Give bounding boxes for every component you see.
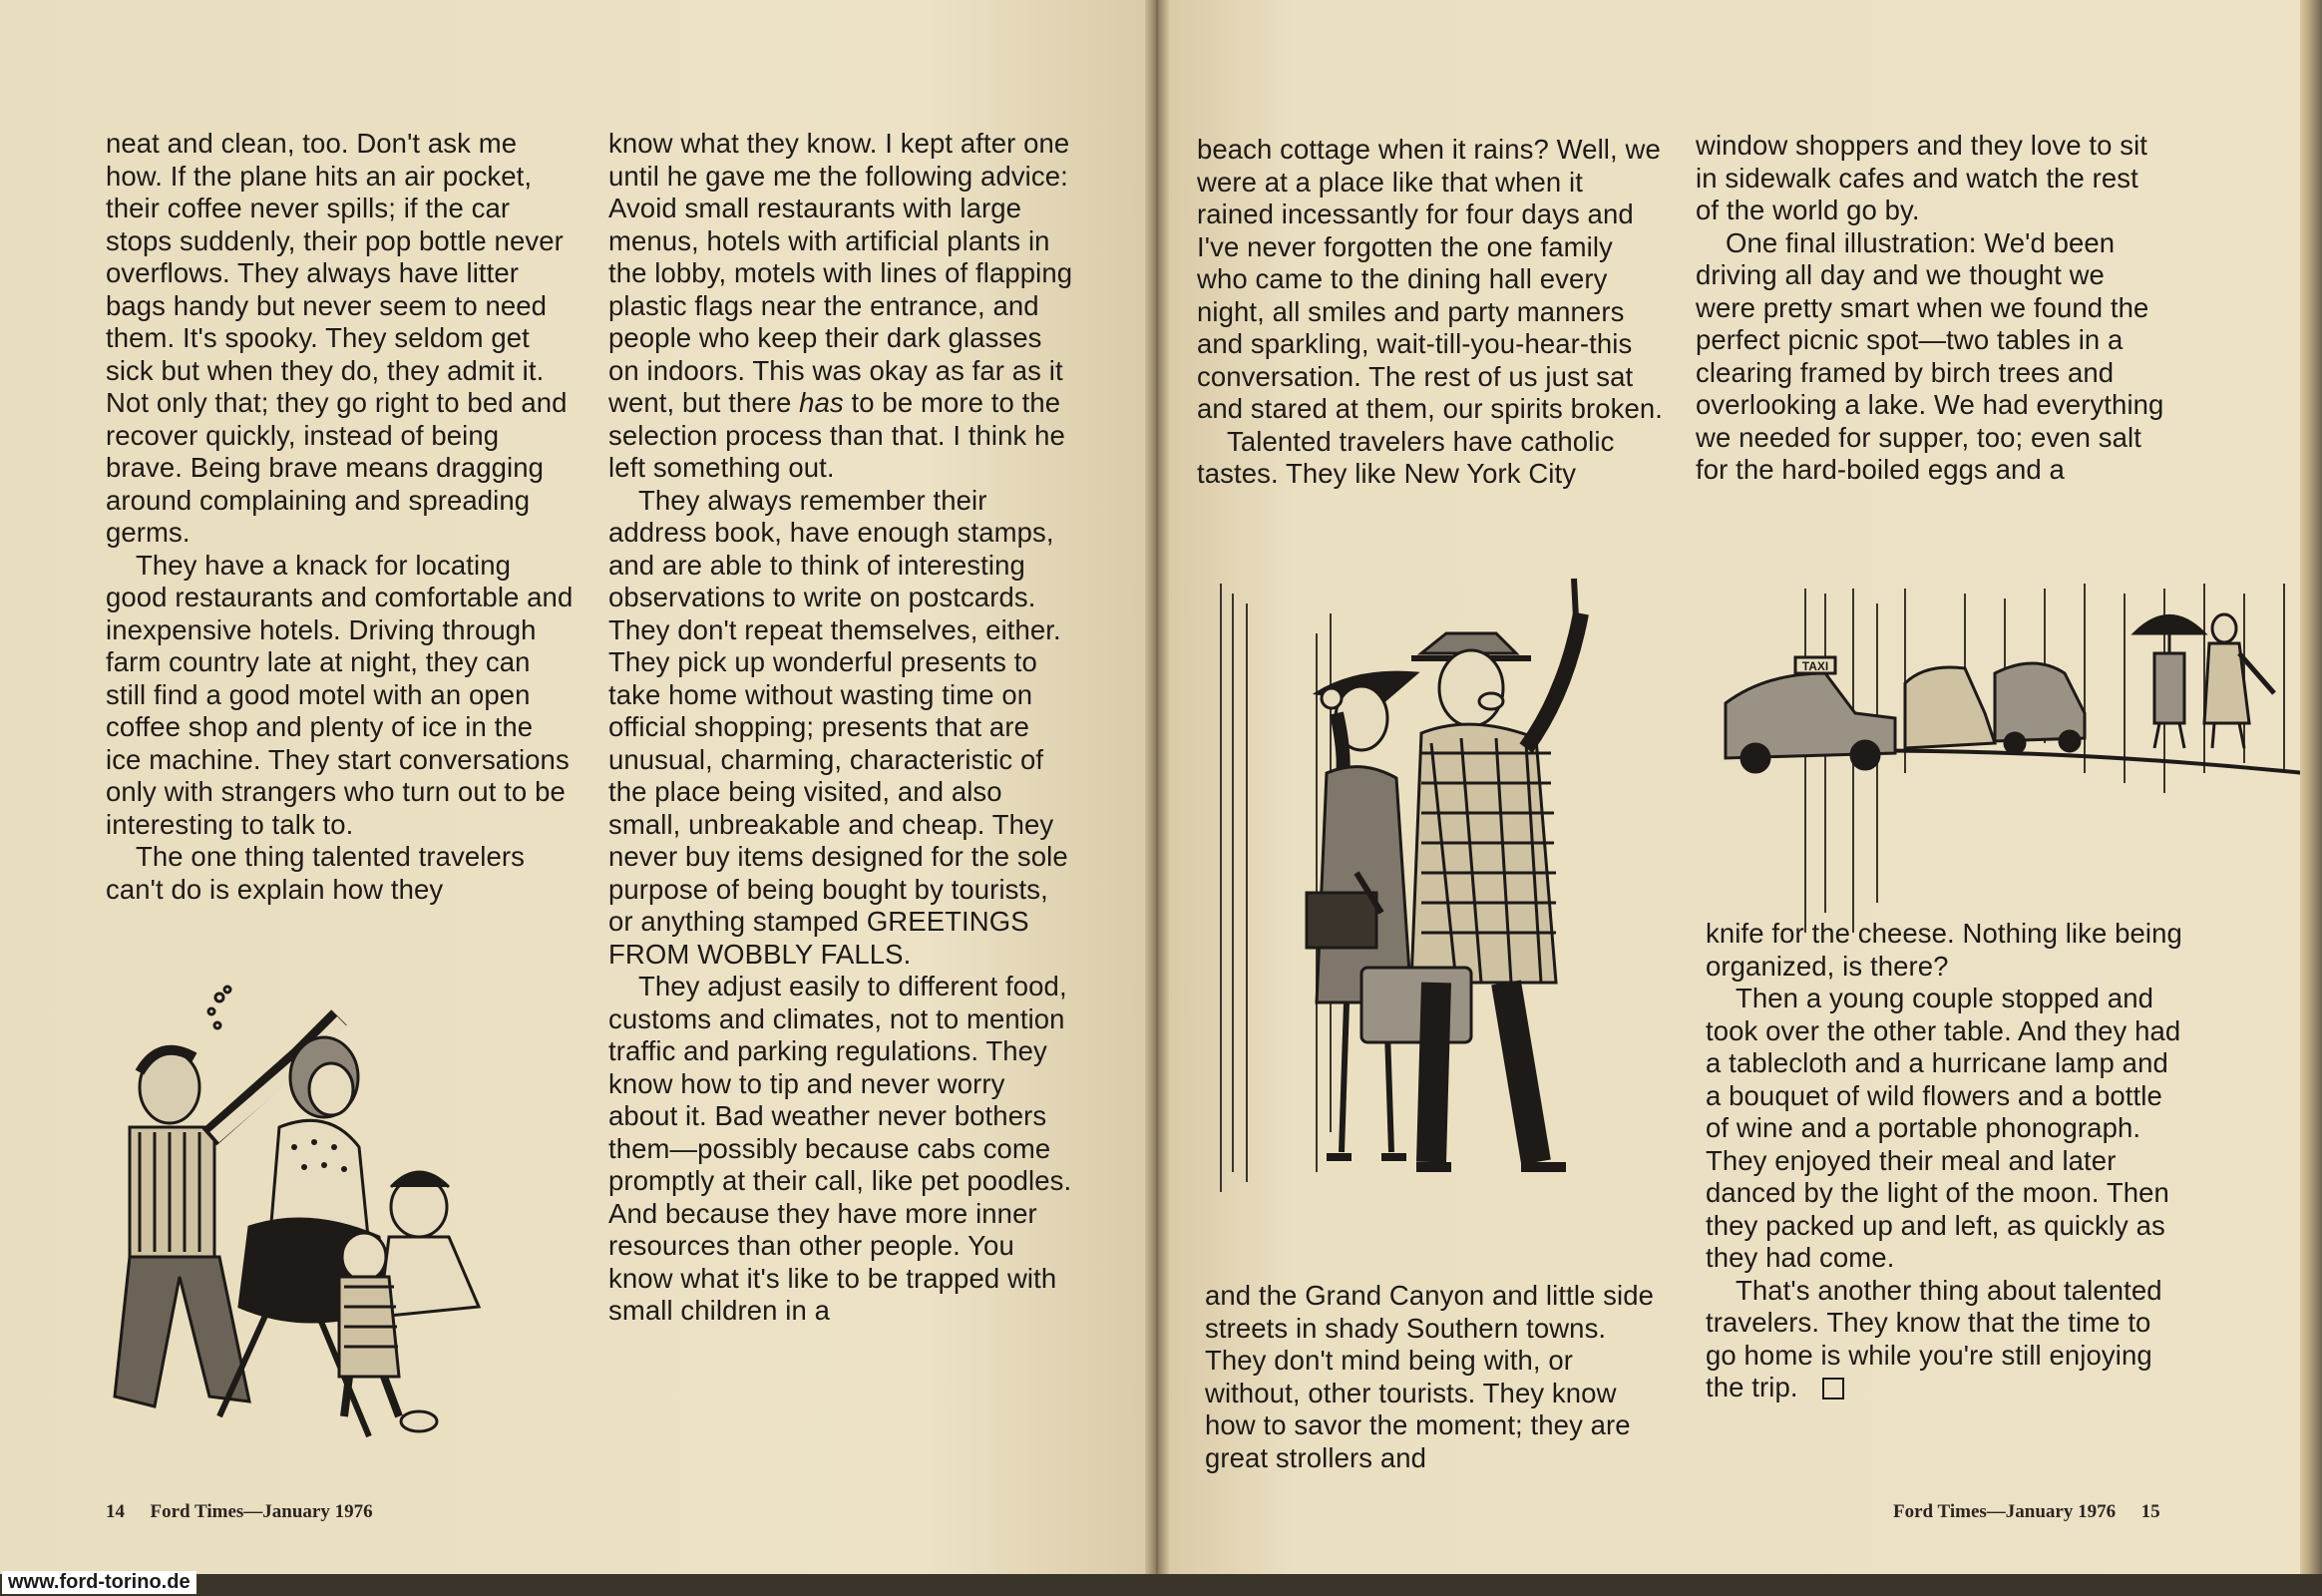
left-page	[0, 0, 1153, 1596]
end-mark-icon	[1822, 1378, 1844, 1399]
paragraph: They adjust easily to different food, customs and climates, not to mention traffic and parking regulations. They know how to tip and never worry about it. Bad weather never bothers them—possibly because cabs come promptly at their call, like pet poodles. And because they have more inner resources than other people. You know what it's like to be trapped with small children in a	[608, 971, 1072, 1326]
right-column-4-top	[1696, 130, 2164, 487]
right-footer	[1893, 1501, 2160, 1523]
paragraph: Talented travelers have catholic tastes. They like New York City	[1197, 425, 1615, 489]
paragraph: They always remember their address book, have enough stamps, and are able to think of interesting observations to write on postcards. They don't repeat themselves, either. They pick up wonderful presents to take home without wasting time on official shopping; presents that are unusual, charming, characteristic of the place being visited, and also small, unbreakable and cheap. They never buy items designed for the sole purpose of being bought by tourists, or anything stamped GREETINGS FROM WOBBLY FALLS.	[608, 484, 1068, 970]
paragraph: That's another thing about talented travelers. They know that the time to go home is while you're still enjoying the trip.	[1706, 1274, 2162, 1402]
right-column-4-bottom	[1706, 918, 2184, 1404]
paragraph: Then a young couple stopped and took over the other table. And they had a tablecloth and a hurricane lamp and a bouquet of wild flowers and a bottle of wine and a portable phonograph. They enjoyed their meal and later danced by the light of the moon. Then they packed up and left, as quickly as they had come.	[1706, 983, 2181, 1273]
paragraph: One final illustration: We'd been driving all day and we thought we were pretty smart when we found the perfect picnic spot—two tables in a clearing framed by birch trees and overlooking a lake. We had everything we needed for supper, too; even salt for the hard-boiled eggs and a	[1696, 226, 2164, 485]
right-page	[1157, 0, 2322, 1596]
paragraph: and the Grand Canyon and little side streets in shady Southern towns. They don't mind being with, or without, other tourists. They know how to savor the moment; they are great strollers and	[1205, 1280, 1655, 1473]
binding-gutter	[1145, 0, 1169, 1596]
publication-line: Ford Times—January 1976	[150, 1501, 373, 1522]
left-footer	[106, 1501, 373, 1523]
paragraph: The one thing talented travelers can't do is explain how they	[106, 841, 525, 905]
left-column-2	[608, 128, 1077, 1328]
paragraph: neat and clean, too. Don't ask me how. If the plane hits an air pocket, their coffee never spills; if the car stops suddenly, their pop bottle never overflows. They always have litter bags handy but never seem to need them. It's spooky. They seldom get sick but when they do, they admit it. Not only that; they go right to bed and recover quickly, instead of being brave. Being brave means dragging around complaining and spreading germs.	[106, 128, 568, 548]
page-edge-shadow	[2300, 0, 2322, 1596]
paragraph: window shoppers and they love to sit in sidewalk cafes and watch the rest of the world go by.	[1696, 130, 2148, 225]
taxi-sign: TAXI	[1801, 659, 1829, 673]
paragraph: know what they know. I kept after one until he gave me the following advice: Avoid small restaurants with large menus, hotels with artificial plants in the lobby, motels with lines of flapping plastic flags near the entrance, and people who keep their dark glasses on indoors. This was okay as far as it went, but there has to be more to the selection process than that. I think he left something out.	[608, 128, 1073, 483]
watermark: www.ford-torino.de	[2, 1571, 196, 1594]
bottom-shadow-band	[0, 1574, 2322, 1596]
family-illustration	[100, 978, 579, 1446]
paragraph: They have a knack for locating good restaurants and comfortable and inexpensive hotels. Driving through farm country late at night, they can still find a good motel with an open coffee shop and plenty of ice in the ice machine. They start conversations only with strangers who turn out to be interesting to talk to.	[106, 549, 574, 840]
publication-line: Ford Times—January 1976	[1893, 1501, 2117, 1522]
paragraph: beach cottage when it rains? Well, we were at a place like that when it rained incessantly for four days and I've never forgotten the one family who came to the dining hall every night, all smiles and party manners and sparkling, wait-till-you-hear-this conversation. The rest of us just sat and stared at them, our spirits broken.	[1197, 134, 1664, 424]
page-number: 14	[106, 1501, 125, 1522]
right-column-3-top	[1197, 134, 1666, 491]
right-column-3-bottom	[1205, 1280, 1674, 1474]
left-column-1	[106, 128, 575, 906]
paragraph: knife for the cheese. Nothing like being organized, is there?	[1706, 918, 2182, 982]
page-number: 15	[2140, 1501, 2160, 1522]
